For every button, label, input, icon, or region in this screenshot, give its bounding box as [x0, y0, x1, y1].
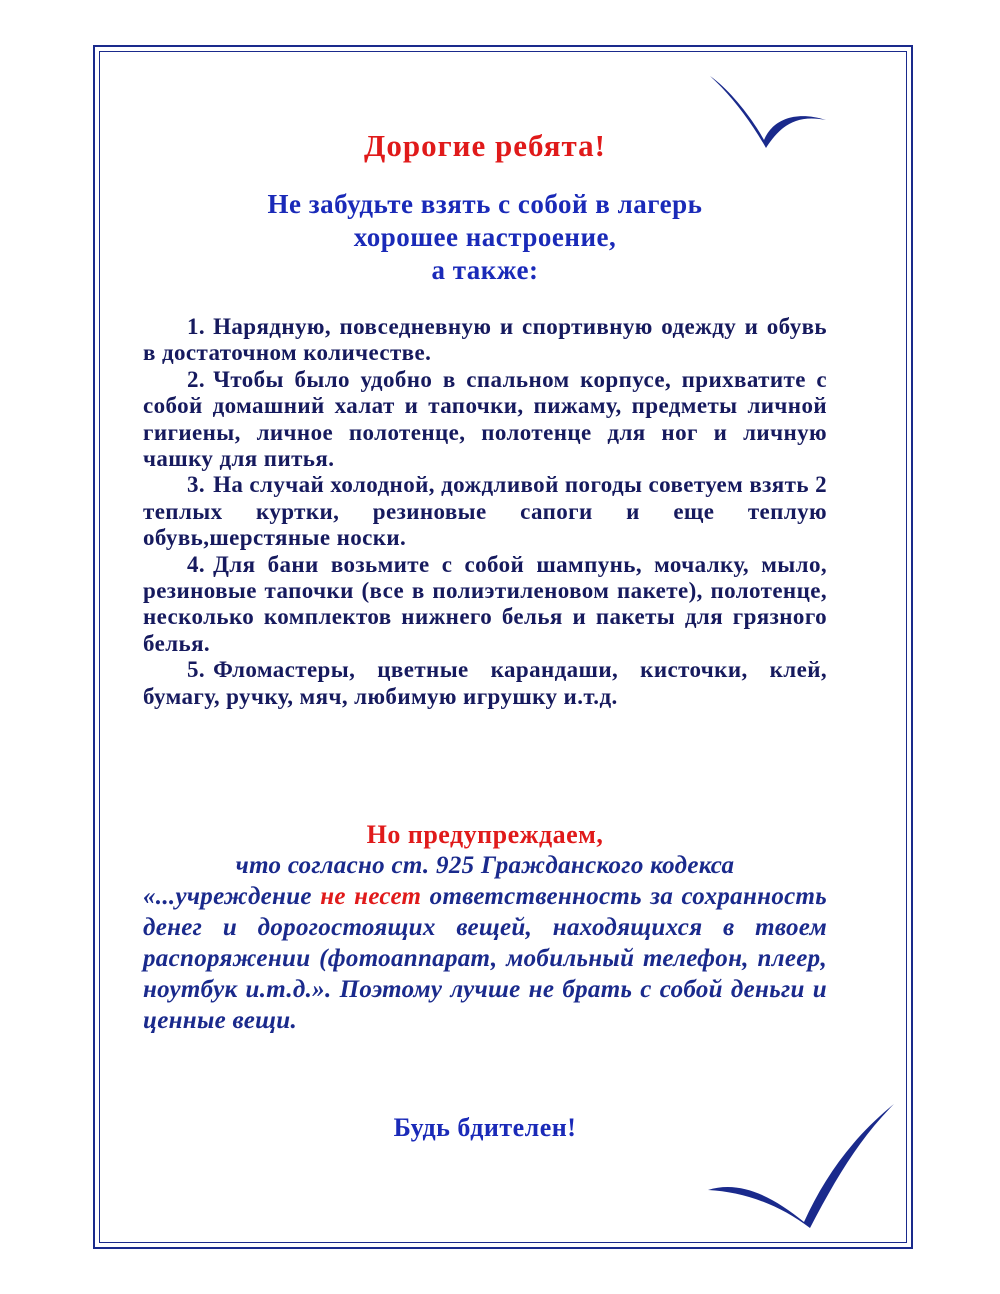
item-number: 5. — [187, 657, 206, 683]
list-item — [143, 472, 827, 551]
item-text: Чтобы было удобно в спальном корпусе, прихватите с собой домашний халат и тапочки, пижаму, предметы личной гигиены, личное полотенце, полотенце для ног и личную чашку для питья. — [143, 366, 827, 472]
item-number: 4. — [187, 551, 206, 577]
item-text: На случай холодной, дождливой погоды советуем взять 2 теплых куртки, резиновые сапоги и еще теплую обувь,шерстяные носки. — [143, 472, 827, 551]
warning-text: ответственность за сохранность денег и дорогостоящих вещей, находящихся в твоем распоряжении (фотоаппарат, мобильный телефон, плеер, ноутбук и.т.д.». Поэтому лучше не брать с собой деньги и ценные вещи. — [143, 883, 827, 1034]
warning-line: что согласно ст. 925 Гражданского кодекса — [235, 852, 735, 879]
item-number: 2. — [187, 366, 206, 392]
list-item — [143, 314, 827, 367]
item-text: Для бани возьмите с собой шампунь, мочалку, мыло, резиновые тапочки (все в полиэтиленовом пакете), полотенце, несколько комплектов нижнего белья и пакеты для грязного белья. — [143, 551, 827, 656]
warning-body — [143, 850, 827, 1036]
warning-text: «...учреждение — [143, 883, 321, 910]
item-text: Фломастеры, цветные карандаши, кисточки, клей, бумагу, ручку, мяч, любимую игрушку и.т.д. — [143, 657, 827, 709]
intro-line: хорошее настроение, — [353, 222, 617, 252]
closing-text: Будь бдителен! — [393, 1113, 577, 1142]
page-title: Дорогие ребята! — [364, 128, 606, 163]
warning-title: Но предупреждаем, — [366, 820, 604, 849]
list-item — [143, 657, 827, 710]
list-item — [143, 552, 827, 658]
intro-line: Не забудьте взять с собой в лагерь — [267, 189, 703, 219]
item-number: 3. — [187, 472, 206, 498]
warning-highlight: не несет — [320, 883, 422, 910]
item-text: Нарядную, повседневную и спортивную одежду и обувь в достаточном количестве. — [143, 314, 827, 366]
items-list — [143, 314, 827, 710]
item-number: 1. — [187, 314, 206, 339]
list-item — [143, 367, 827, 473]
intro-line: а также: — [431, 255, 539, 285]
intro-block — [143, 188, 827, 287]
